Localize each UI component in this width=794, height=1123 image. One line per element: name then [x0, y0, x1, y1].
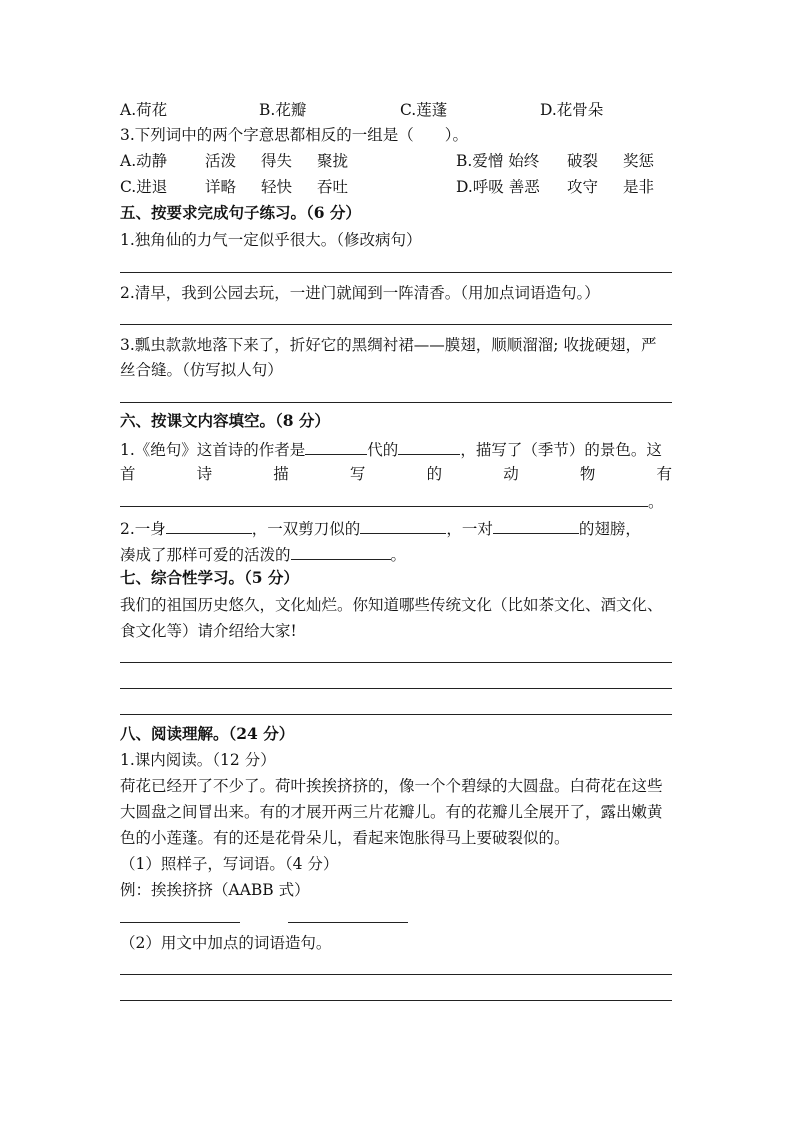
q3-c-2: 详略: [205, 178, 237, 196]
q3-c-3: 轻快: [261, 178, 293, 196]
sec8-q2: （2）用文中加点的词语造句。: [120, 934, 332, 952]
q3-b-1: B.爱憎 始终: [456, 152, 540, 170]
option-c: C.莲蓬: [400, 101, 448, 119]
q3-b-2: 破裂: [567, 152, 599, 170]
sec7-line1: 我们的祖国历史悠久，文化灿烂。你知道哪些传统文化（比如茶文化、酒文化、: [120, 596, 663, 614]
q3-d-1: D.呼吸 善恶: [456, 178, 540, 196]
sec6-q2-text-b: ，一双剪刀似的: [251, 520, 361, 538]
sec8-sub1: 1.课内阅读。（12 分）: [120, 751, 276, 769]
q3-b-3: 奖惩: [623, 152, 655, 170]
sec6-q2-text-f: 。: [390, 546, 407, 564]
sec6-q1-text-b: 代的: [367, 441, 399, 459]
section-5-title: 五、按要求完成句子练习。（6 分）: [120, 203, 361, 222]
passage-line-2: 大圆盘之间冒出来。有的才展开两三片花瓣儿。有的花瓣儿全展开了，露出嫩黄: [120, 803, 663, 821]
section-8-title: 八、阅读理解。（24 分）: [120, 724, 295, 743]
option-a: A.荷花: [120, 101, 168, 119]
sec6-q2-text-e: 凑成了那样可爱的活泼的: [120, 546, 291, 564]
q3-a-1: A.动静: [120, 152, 168, 170]
sec6-q1-end: 。: [648, 493, 664, 511]
spread-char: 诗: [196, 465, 213, 483]
sec6-q2-text-d: 的翅膀，: [578, 520, 641, 538]
fill-blank[interactable]: [166, 517, 252, 534]
spread-char: 有: [656, 465, 672, 483]
sec6-q1-line2: [120, 464, 672, 484]
answer-line: [120, 714, 672, 715]
sec5-q3-line2: 丝合缝。（仿写拟人句）: [120, 361, 283, 379]
sec6-q1-text-c: ，描写了（季节）的景色。这: [460, 441, 662, 459]
sec8-example: 例：挨挨挤挤（AABB 式）: [120, 881, 310, 899]
spread-char: 首: [120, 465, 136, 483]
q3-stem: 3.下列词中的两个字意思都相反的一组是（ ）。: [120, 126, 469, 144]
sec5-q3-line1: 3.瓢虫款款地落下来了，折好它的黑绸衬裙——膜翅，顺顺溜溜; 收拢硬翅，严: [120, 336, 657, 354]
sec6-q2-line2: [120, 543, 406, 565]
answer-line: [120, 922, 240, 923]
sec6-q1-line3: [120, 490, 664, 512]
option-d: D.花骨朵: [540, 101, 604, 119]
spread-char: 动: [503, 465, 519, 483]
section-7-title: 七、综合性学习。（5 分）: [120, 568, 299, 587]
sec6-q1-text-a: 1.《绝句》这首诗的作者是: [120, 441, 306, 459]
sec6-q2-text-c: ，一对: [446, 520, 493, 538]
fill-blank[interactable]: [493, 517, 579, 534]
sec5-q2: 2.清早，我到公园去玩，一进门就闻到一阵清香。（用加点词语造句。）: [120, 284, 600, 302]
option-b: B.花瓣: [259, 101, 307, 119]
answer-line: [120, 1000, 672, 1001]
spread-char: 物: [579, 465, 596, 483]
q3-row-cd: [120, 177, 672, 197]
sec7-line2: 食文化等）请介绍给大家!: [120, 622, 297, 640]
fill-blank[interactable]: [360, 517, 446, 534]
q3-row-ab: [120, 151, 672, 171]
answer-line: [120, 402, 672, 403]
answer-line: [288, 922, 408, 923]
spread-char: 的: [426, 465, 443, 483]
q3-a-2: 活泼: [205, 152, 237, 170]
q3-d-2: 攻守: [567, 178, 599, 196]
answer-line: [120, 688, 672, 689]
answer-line: [120, 974, 672, 975]
sec8-q1: （1）照样子，写词语。（4 分）: [120, 855, 339, 873]
q3-a-4: 聚拢: [317, 152, 349, 170]
spread-char: 写: [349, 465, 366, 483]
section-6-title: 六、按课文内容填空。（8 分）: [120, 411, 330, 430]
q3-c-1: C.进退: [120, 178, 168, 196]
passage-line-3: 色的小莲蓬。有的还是花骨朵儿，看起来饱胀得马上要破裂似的。: [120, 829, 570, 847]
answer-line: [120, 324, 672, 325]
sec5-q1: 1.独角仙的力气一定似乎很大。（修改病句）: [120, 231, 422, 249]
q3-a-3: 得失: [261, 152, 293, 170]
sec6-q2-text-a: 2.一身: [120, 520, 166, 538]
fill-blank[interactable]: [291, 543, 391, 560]
answer-line: [120, 272, 672, 273]
sec6-q1-line1: [120, 438, 662, 460]
q3-c-4: 吞吐: [317, 178, 349, 196]
passage-line-1: 荷花已经开了不少了。荷叶挨挨挤挤的，像一个个碧绿的大圆盘。白荷花在这些: [120, 777, 663, 795]
q3-d-3: 是非: [623, 178, 655, 196]
fill-blank[interactable]: [120, 490, 648, 507]
spread-char: 描: [273, 465, 289, 483]
fill-blank[interactable]: [398, 438, 460, 455]
fill-blank[interactable]: [305, 438, 367, 455]
answer-line: [120, 662, 672, 663]
q2-options: [120, 100, 672, 120]
sec6-q2-line1: [120, 517, 641, 539]
